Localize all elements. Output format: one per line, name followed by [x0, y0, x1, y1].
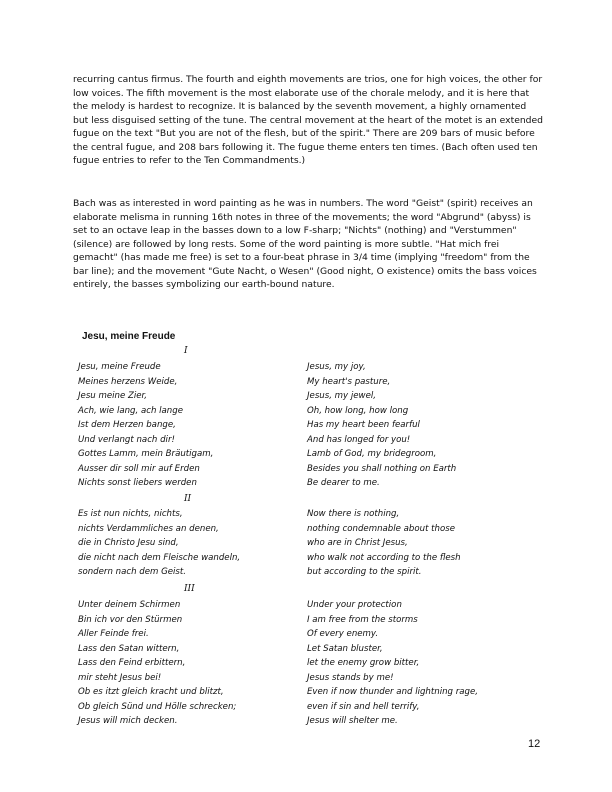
english-line: Of every enemy.	[307, 629, 379, 639]
english-line: Lamb of God, my bridegroom,	[307, 449, 437, 459]
english-line: who are in Christ Jesus,	[307, 538, 408, 548]
english-line: Jesus, my jewel,	[307, 391, 376, 401]
english-line: let the enemy grow bitter,	[307, 658, 420, 668]
english-line: My heart's pasture,	[307, 376, 391, 387]
german-line: Ob gleich Sünd und Hölle schrecken;	[78, 701, 237, 712]
english-line: even if sin and hell terrify,	[307, 701, 420, 712]
english-line: Under your protection	[307, 600, 402, 610]
section-numeral-2: II	[184, 494, 192, 504]
english-line: Be dearer to me.	[307, 478, 380, 488]
english-line: but according to the spirit.	[307, 567, 422, 577]
german-line: Lass den Satan wittern,	[78, 643, 180, 654]
english-line: Jesus, my joy,	[307, 362, 366, 372]
german-line: Bin ich vor den Stürmen	[78, 614, 183, 625]
german-line: die in Christo Jesu sind,	[78, 538, 179, 548]
intro-paragraph-2	[73, 197, 543, 292]
english-line: Oh, how long, how long	[307, 405, 409, 416]
english-line: And has longed for you!	[307, 434, 411, 445]
english-text-section-1	[307, 360, 456, 491]
german-line: die nicht nach dem Fleische wandeln,	[78, 552, 241, 563]
german-line: Unter deinem Schirmen	[78, 600, 181, 610]
german-line: Ach, wie lang, ach lange	[78, 405, 183, 416]
german-line: sondern nach dem Geist.	[78, 567, 187, 577]
section-numeral-3: III	[184, 584, 195, 594]
english-text-section-3	[307, 598, 478, 729]
english-line: I am free from the storms	[307, 614, 418, 625]
german-line: Ist dem Herzen bange,	[78, 420, 176, 430]
page-number: 12	[528, 738, 541, 750]
german-line: nichts Verdammliches an denen,	[78, 523, 219, 534]
german-text-section-1	[78, 360, 213, 491]
german-line: Jesu, meine Freude	[78, 362, 161, 372]
german-line: Ob es itzt gleich kracht und blitzt,	[78, 687, 224, 697]
section-numeral-1: I	[184, 346, 188, 356]
german-text-section-3	[78, 598, 236, 729]
intro-paragraph-1	[73, 73, 543, 168]
german-line: Gottes Lamm, mein Bräutigam,	[78, 449, 214, 459]
german-line: Ausser dir soll mir auf Erden	[78, 463, 200, 474]
german-text-section-2	[78, 507, 240, 580]
german-line: Es ist nun nichts, nichts,	[78, 509, 183, 519]
german-line: Jesu meine Zier,	[78, 391, 148, 401]
english-line: Besides you shall nothing on Earth	[307, 463, 457, 474]
english-line: Let Satan bluster,	[307, 643, 383, 654]
english-line: Jesus will shelter me.	[307, 716, 398, 726]
german-line: Jesus will mich decken.	[78, 716, 178, 726]
german-line: Lass den Feind erbittern,	[78, 658, 186, 668]
english-line: Jesus stands by me!	[307, 672, 394, 683]
text-title: Jesu, meine Freude	[82, 331, 176, 342]
german-line: Aller Feinde frei.	[78, 629, 149, 639]
english-line: Has my heart been fearful	[307, 420, 420, 430]
english-text-section-2	[307, 507, 461, 580]
german-line: Meines herzens Weide,	[78, 376, 178, 387]
german-line: Und verlangt nach dir!	[78, 434, 175, 445]
english-line: Now there is nothing,	[307, 509, 400, 519]
english-line: who walk not according to the flesh	[307, 552, 461, 563]
german-line: Nichts sonst liebers werden	[78, 478, 197, 488]
german-line: mir steht Jesus bei!	[78, 672, 162, 683]
english-line: Even if now thunder and lightning rage,	[307, 687, 478, 697]
english-line: nothing condemnable about those	[307, 523, 456, 534]
paragraph-text: recurring cantus firmus. The fourth and eighth movements are trios, one for high voices, the other for low voices. The fifth movement is the most elaborate use of the chorale melody, and it is here that the melody is hardest to recognize. It is balanced by the seventh movement, a highly ornamented but less disguised setting of the tune. The central movement at the heart of the motet is an extended fugue on the text "But you are not of the flesh, but of the spirit." There are 209 bars of music before the central fugue, and 208 bars following it. The fugue theme enters ten times. (Bach often used ten fugue entries to refer to the Ten Commandments.)	[73, 74, 543, 166]
paragraph-text: Bach was as interested in word painting as he was in numbers. The word "Geist" (spirit) receives an elaborate melisma in running 16th notes in three of the movements; the word "Abgrund" (abyss) is set to an octave leap in the basses down to a low F-sharp; "Nichts" (nothing) and "Verstummen" (silence) are followed by long rests. Some of the word painting is more subtle. "Hat mich frei gemacht" (has made me free) is set to a four-beat phrase in 3/4 time (implying "freedom" from the bar line); and the movement "Gute Nacht, o Wesen" (Good night, O existence) omits the bass voices entirely, the basses symbolizing our earth-bound nature.	[73, 198, 537, 290]
